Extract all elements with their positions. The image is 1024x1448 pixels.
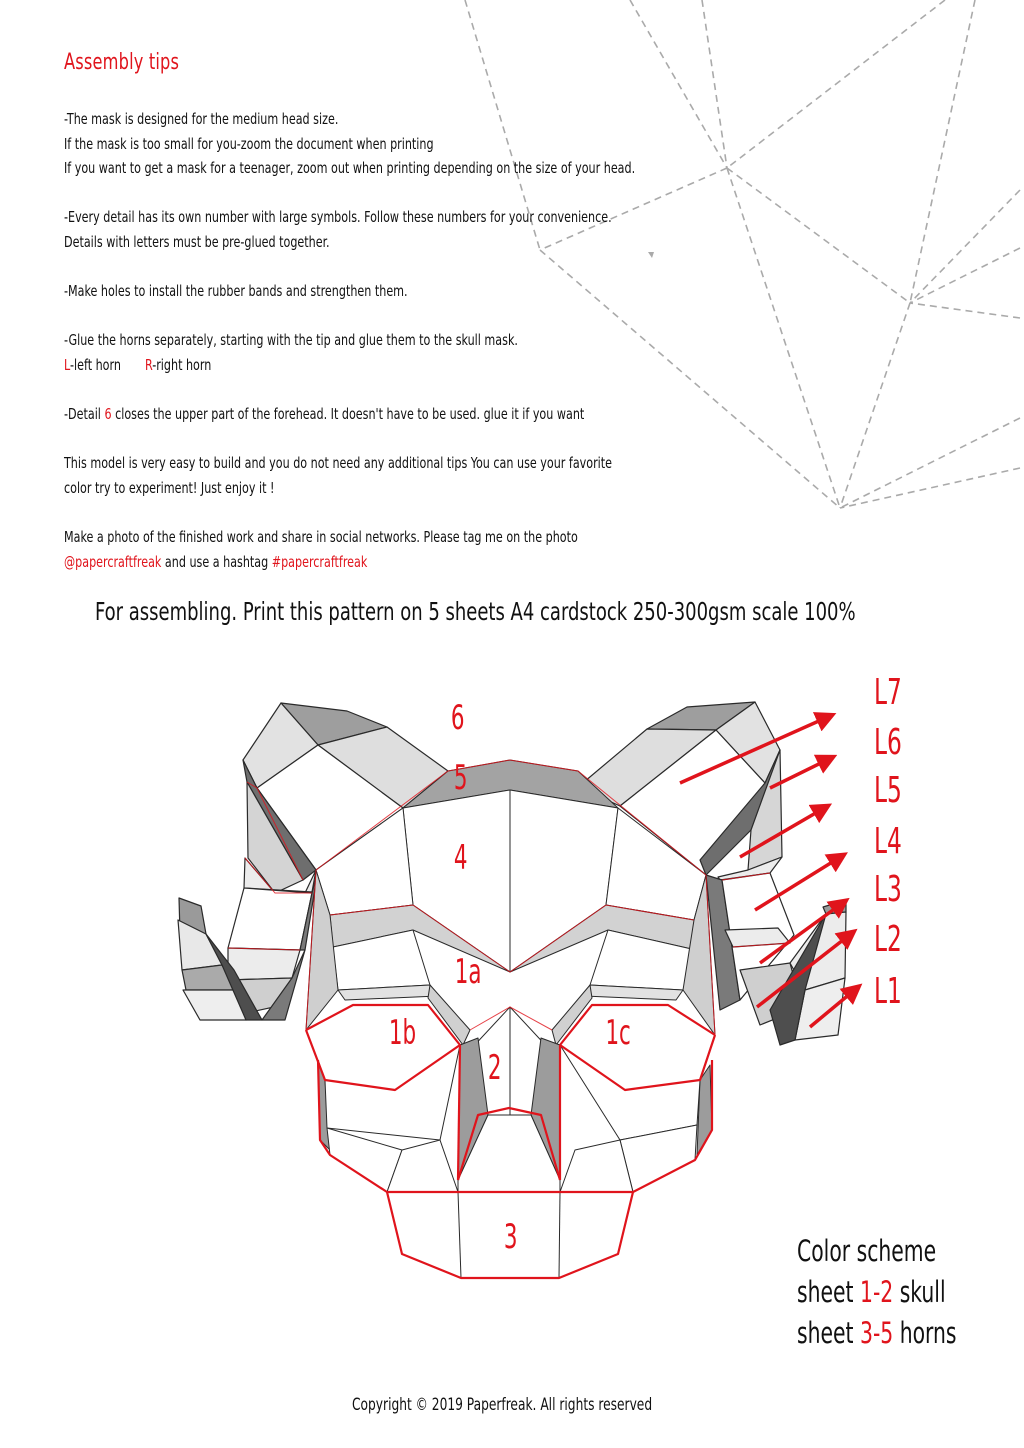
part-label-2: 2 bbox=[487, 1048, 502, 1088]
tip-detail-6 bbox=[64, 402, 720, 427]
scheme-text: sheet bbox=[797, 1316, 860, 1350]
tip-horns bbox=[64, 328, 720, 377]
horn-label-l7: L7 bbox=[874, 672, 902, 713]
tip-line: Make a photo of the finished work and share in social networks. Please tag me on the photo bbox=[64, 528, 578, 547]
assembly-tips-body bbox=[64, 107, 720, 599]
left-horn-text: -left horn bbox=[70, 355, 121, 374]
scheme-text: skull bbox=[893, 1275, 946, 1309]
assembly-tips-title: Assembly tips bbox=[64, 50, 180, 75]
right-horn-letter: R bbox=[144, 355, 153, 374]
print-instruction: For assembling. Print this pattern on 5 sheets A4 cardstock 250-300gsm scale 100% bbox=[95, 597, 856, 626]
tip-line: -Make holes to install the rubber bands and strengthen them. bbox=[64, 282, 408, 301]
tip-line: color try to experiment! Just enjoy it ! bbox=[64, 478, 275, 497]
horn-label-l4: L4 bbox=[874, 821, 902, 862]
tip-text: closes the upper part of the forehead. It doesn't have to be used. glue it if you want bbox=[111, 405, 585, 424]
sheet-range-horns: 3-5 bbox=[859, 1316, 894, 1350]
color-scheme-row-skull bbox=[797, 1272, 957, 1313]
horn-label-l2: L2 bbox=[874, 919, 902, 960]
scheme-text: sheet bbox=[797, 1275, 860, 1309]
tip-text: and use a hashtag bbox=[161, 552, 272, 571]
horn-label-l5: L5 bbox=[874, 770, 902, 811]
tip-head-size bbox=[64, 107, 720, 181]
horn-label-l6: L6 bbox=[874, 722, 902, 763]
tip-line: This model is very easy to build and you do not need any additional tips You can use your favorite bbox=[64, 454, 613, 473]
left-horn-letter: L bbox=[64, 355, 70, 374]
part-label-1c: 1c bbox=[605, 1013, 631, 1053]
tip-text: -Detail bbox=[64, 405, 105, 424]
part-label-4: 4 bbox=[453, 838, 468, 878]
tip-line: Details with letters must be pre-glued together. bbox=[64, 232, 330, 251]
color-scheme-heading: Color scheme bbox=[797, 1234, 937, 1268]
horn-label-l3: L3 bbox=[874, 869, 902, 910]
tip-rubber-bands bbox=[64, 279, 720, 304]
right-horn-text: -right horn bbox=[152, 355, 212, 374]
tip-line: -Glue the horns separately, starting with the tip and glue them to the skull mask. bbox=[64, 331, 518, 350]
copyright-footer: Copyright © 2019 Paperfreak. All rights reserved bbox=[352, 1395, 653, 1415]
tip-numbers bbox=[64, 205, 720, 254]
scheme-text: horns bbox=[893, 1316, 957, 1350]
color-scheme-row-horns bbox=[797, 1313, 957, 1354]
tip-line: -The mask is designed for the medium head size. bbox=[64, 110, 339, 128]
horn-label-l1: L1 bbox=[874, 971, 902, 1012]
sheet-range-skull: 1-2 bbox=[859, 1275, 894, 1309]
tip-line: If you want to get a mask for a teenager, zoom out when printing depending on the size of your head. bbox=[64, 159, 636, 178]
detail-number: 6 bbox=[104, 405, 112, 424]
hashtag: #papercraftfreak bbox=[271, 552, 368, 571]
part-label-5: 5 bbox=[453, 758, 468, 798]
part-label-3: 3 bbox=[503, 1217, 518, 1257]
social-handle: @papercraftfreak bbox=[64, 552, 162, 571]
tip-easy-build bbox=[64, 451, 720, 500]
part-label-1b: 1b bbox=[388, 1013, 417, 1053]
color-scheme-legend bbox=[797, 1231, 957, 1354]
tip-line: If the mask is too small for you-zoom the document when printing bbox=[64, 134, 434, 153]
part-label-6: 6 bbox=[450, 698, 465, 738]
part-label-1a: 1a bbox=[454, 952, 482, 992]
tip-line: -Every detail has its own number with large symbols. Follow these numbers for your convenience. bbox=[64, 208, 612, 227]
ram-skull-mask-diagram bbox=[0, 640, 1024, 1300]
tip-share bbox=[64, 525, 720, 574]
